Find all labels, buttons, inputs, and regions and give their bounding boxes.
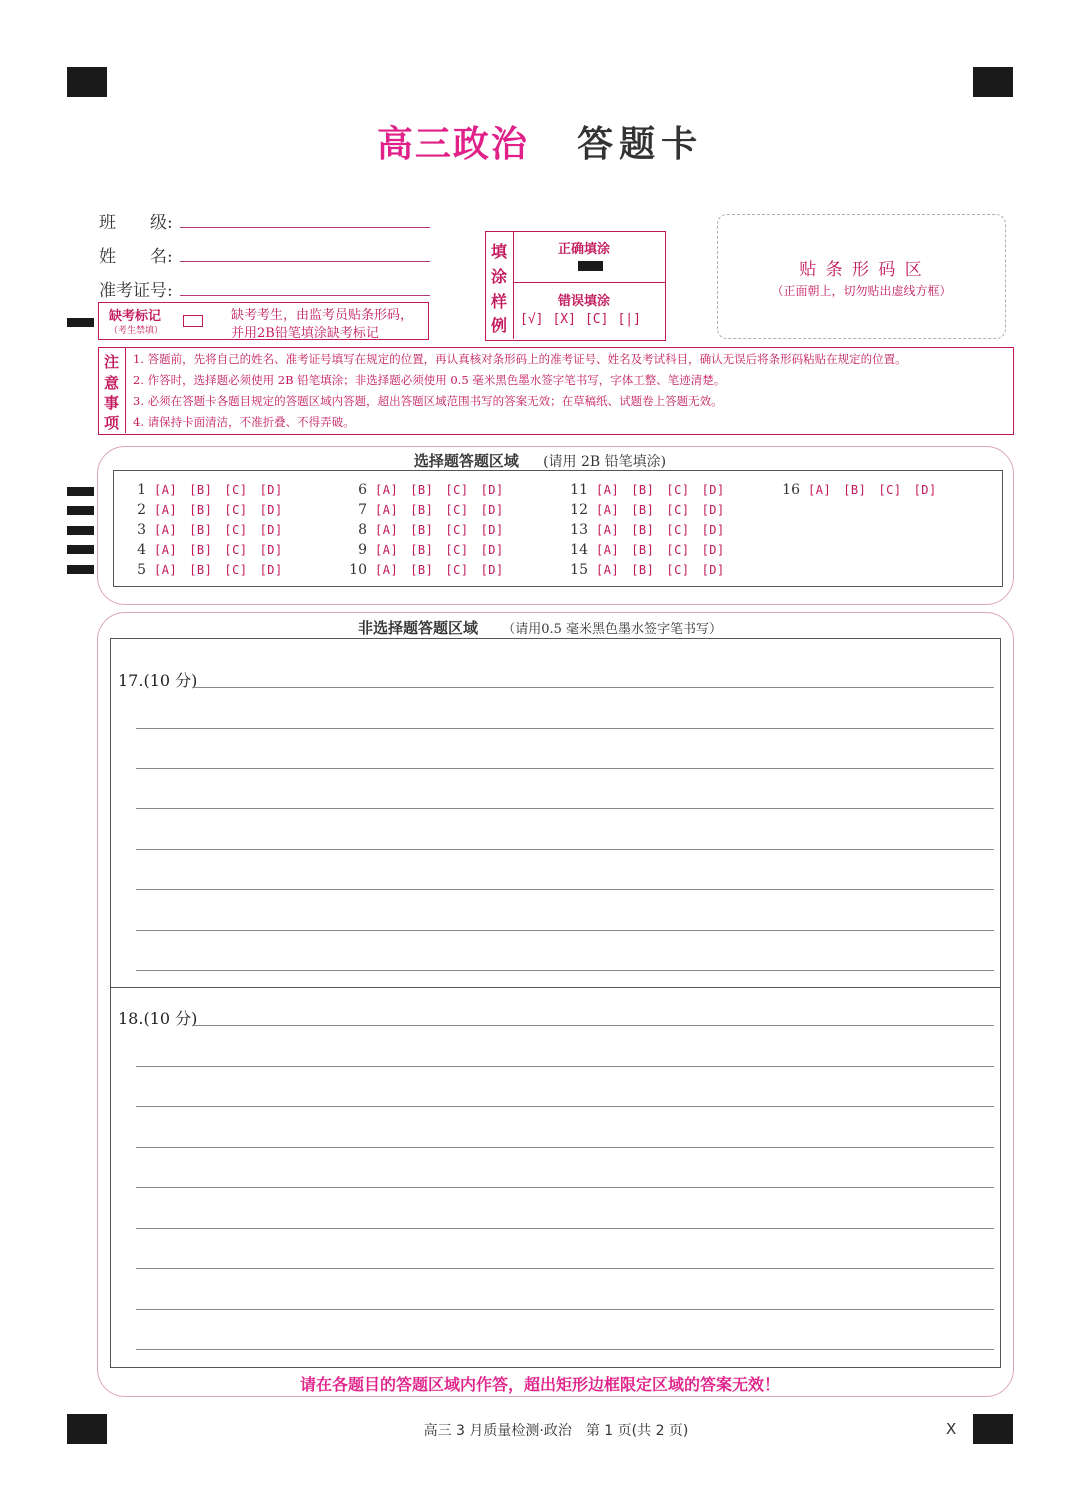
absent-mark-title: 缺考标记: [109, 309, 162, 324]
absent-mark-note: （考生禁填）: [109, 326, 164, 336]
question-number: 1: [137, 482, 146, 498]
answer-bubble-b[interactable]: [B]: [189, 563, 213, 577]
timing-mark: [67, 506, 94, 515]
absent-mark-checkbox[interactable]: [183, 315, 203, 327]
answer-bubble-a[interactable]: [A]: [154, 503, 178, 517]
answer-bubble-a[interactable]: [A]: [596, 503, 620, 517]
answer-bubble-d[interactable]: [D]: [259, 523, 283, 537]
wrong-sample-check: [√]: [520, 312, 544, 327]
correct-fill-sample: [578, 261, 603, 271]
absent-mark-desc-2: 并用2B铅笔填涂缺考标记: [231, 326, 379, 341]
fill-example-divider-v: [513, 232, 514, 339]
class-field[interactable]: [180, 227, 430, 228]
answer-bubble-c[interactable]: [C]: [666, 543, 690, 557]
answer-bubble-a[interactable]: [A]: [596, 563, 620, 577]
question-number: 12: [570, 502, 588, 518]
choice-question-row: [560, 560, 725, 580]
answer-bubble-d[interactable]: [D]: [701, 543, 725, 557]
notice-side-1: 注: [104, 353, 120, 371]
answer-bubble-a[interactable]: [A]: [154, 483, 178, 497]
answer-bubble-d[interactable]: [D]: [701, 563, 725, 577]
question-number: 7: [358, 502, 367, 518]
notice-item-1: 1. 答题前，先将自己的姓名、准考证号填写在规定的位置，再认真核对条形码上的准考证号、姓名及考试科目，确认无误后将条形码粘贴在规定的位置。: [133, 352, 907, 366]
notice-list: [133, 349, 907, 433]
fill-example-side-3: 样: [491, 292, 508, 311]
answer-line[interactable]: [136, 728, 994, 729]
answer-bubble-b[interactable]: [B]: [631, 503, 655, 517]
fill-example-side-4: 例: [491, 316, 508, 335]
timing-mark: [67, 565, 94, 574]
answer-bubble-c[interactable]: [C]: [445, 543, 469, 557]
name-label: 姓 名:: [99, 247, 173, 267]
answer-bubble-c[interactable]: [C]: [445, 483, 469, 497]
answer-line[interactable]: [136, 1106, 994, 1107]
essay-section-header: [0, 617, 1080, 638]
title-card: 答题卡: [577, 124, 704, 165]
footer-mark: X: [946, 1420, 957, 1438]
exam-id-label: 准考证号:: [99, 281, 173, 301]
choice-question-row: [339, 500, 504, 520]
answer-line[interactable]: [136, 1066, 994, 1067]
answer-bubble-b[interactable]: [B]: [189, 543, 213, 557]
choice-section-header: [0, 450, 1080, 471]
answer-bubble-a[interactable]: [A]: [375, 543, 399, 557]
answer-bubble-b[interactable]: [B]: [631, 563, 655, 577]
answer-bubble-a[interactable]: [A]: [154, 543, 178, 557]
timing-mark: [67, 318, 94, 327]
answer-bubble-c[interactable]: [C]: [666, 563, 690, 577]
timing-mark: [67, 526, 94, 535]
answer-bubble-b[interactable]: [B]: [410, 563, 434, 577]
choice-question-row: [560, 480, 725, 500]
answer-bubble-a[interactable]: [A]: [808, 483, 832, 497]
choice-question-row: [339, 560, 504, 580]
answer-bubble-a[interactable]: [A]: [154, 523, 178, 537]
notice-item-4: 4. 请保持卡面清洁，不准折叠、不得弄破。: [133, 415, 355, 429]
answer-bubble-d[interactable]: [D]: [259, 503, 283, 517]
answer-line[interactable]: [136, 970, 994, 971]
answer-bubble-c[interactable]: [C]: [666, 503, 690, 517]
choice-question-row: [560, 500, 725, 520]
absent-mark-box: [98, 302, 429, 340]
answer-bubble-c[interactable]: [C]: [445, 503, 469, 517]
fill-example-side-1: 填: [491, 242, 508, 261]
answer-bubble-b[interactable]: [B]: [410, 543, 434, 557]
choice-question-row: [339, 480, 504, 500]
answer-bubble-b[interactable]: [B]: [189, 523, 213, 537]
answer-bubble-c[interactable]: [C]: [878, 483, 902, 497]
name-field[interactable]: [180, 261, 430, 262]
answer-bubble-c[interactable]: [C]: [224, 563, 248, 577]
answer-bubble-b[interactable]: [B]: [410, 503, 434, 517]
notice-item-3: 3. 必须在答题卡各题目规定的答题区域内答题，超出答题区域范围书写的答案无效；在草稿纸、试题卷上答题无效。: [133, 394, 723, 408]
absent-mark-desc-1: 缺考考生，由监考员贴条形码，: [231, 308, 414, 323]
answer-bubble-d[interactable]: [D]: [259, 563, 283, 577]
answer-bubble-b[interactable]: [B]: [410, 523, 434, 537]
answer-bubble-d[interactable]: [D]: [259, 543, 283, 557]
class-label: 班 级:: [99, 213, 173, 233]
q18-line[interactable]: [192, 1025, 994, 1026]
answer-line[interactable]: [136, 1309, 994, 1310]
wrong-sample-line: [|]: [617, 312, 641, 327]
q18-label: 18.(10 分): [118, 1009, 198, 1028]
choice-question-row: [560, 540, 725, 560]
question-number: 16: [782, 482, 800, 498]
answer-bubble-c[interactable]: [C]: [224, 503, 248, 517]
answer-bubble-a[interactable]: [A]: [375, 503, 399, 517]
wrong-sample-circle: [C]: [584, 312, 609, 327]
answer-bubble-c[interactable]: [C]: [666, 523, 690, 537]
choice-question-row: [118, 480, 283, 500]
answer-bubble-c[interactable]: [C]: [445, 523, 469, 537]
q17-line[interactable]: [192, 687, 994, 688]
choice-question-row: [118, 500, 283, 520]
corner-marker-top-left: [67, 67, 107, 97]
timing-mark: [67, 545, 94, 554]
choice-question-row: [118, 520, 283, 540]
barcode-subtitle: （正面朝上，切勿贴出虚线方框）: [771, 284, 952, 298]
choice-section-title: 选择题答题区域: [413, 452, 519, 470]
essay-section-title: 非选择题答题区域: [357, 619, 478, 637]
question-number: 14: [570, 542, 588, 558]
answer-bubble-b[interactable]: [B]: [189, 503, 213, 517]
answer-bubble-b[interactable]: [B]: [631, 483, 655, 497]
answer-line[interactable]: [136, 768, 994, 769]
fill-example-box: [485, 231, 666, 341]
answer-bubble-d[interactable]: [D]: [480, 563, 504, 577]
page-title: [0, 116, 1080, 167]
answer-bubble-a[interactable]: [A]: [596, 483, 620, 497]
answer-bubble-a[interactable]: [A]: [154, 563, 178, 577]
answer-line[interactable]: [136, 930, 994, 931]
notice-side-2: 意: [104, 374, 120, 392]
question-number: 11: [570, 482, 588, 498]
answer-line[interactable]: [136, 889, 994, 890]
wrong-sample-cross: [X]: [552, 312, 576, 327]
answer-line[interactable]: [136, 1228, 994, 1229]
answer-bubble-d[interactable]: [D]: [701, 503, 725, 517]
essay-answer-box: [110, 638, 1001, 1368]
fill-example-side-2: 涂: [491, 267, 508, 286]
answer-bubble-c[interactable]: [C]: [666, 483, 690, 497]
answer-bubble-b[interactable]: [B]: [631, 543, 655, 557]
footer-text: 高三 3 月质量检测·政治 第 1 页(共 2 页): [423, 1423, 689, 1439]
answer-bubble-d[interactable]: [D]: [480, 523, 504, 537]
essay-warning: 请在各题目的答题区域内作答，超出矩形边框限定区域的答案无效！: [299, 1375, 780, 1394]
answer-bubble-c[interactable]: [C]: [224, 523, 248, 537]
answer-bubble-d[interactable]: [D]: [259, 483, 283, 497]
answer-bubble-d[interactable]: [D]: [701, 483, 725, 497]
answer-bubble-b[interactable]: [B]: [410, 483, 434, 497]
choice-section-hint: (请用 2B 铅笔填涂): [543, 454, 667, 470]
question-number: 13: [570, 522, 588, 538]
answer-line[interactable]: [136, 1187, 994, 1188]
title-subject: 高三政治: [376, 124, 529, 165]
answer-bubble-b[interactable]: [B]: [189, 483, 213, 497]
question-number: 5: [137, 562, 146, 578]
correct-fill-label: 正确填涂: [558, 242, 611, 257]
answer-line[interactable]: [136, 1147, 994, 1148]
notice-divider: [125, 348, 126, 433]
essay-q-divider: [110, 987, 1001, 988]
timing-mark: [67, 487, 94, 496]
answer-bubble-c[interactable]: [C]: [224, 483, 248, 497]
barcode-title: 贴 条 形 码 区: [799, 260, 924, 280]
answer-bubble-d[interactable]: [D]: [480, 483, 504, 497]
question-number: 4: [137, 542, 146, 558]
notice-side-3: 事: [104, 394, 120, 412]
question-number: 15: [570, 562, 588, 578]
question-number: 10: [349, 562, 367, 578]
notice-item-2: 2. 作答时，选择题必须使用 2B 铅笔填涂；非选择题必须使用 0.5 毫米黑色墨水签字笔书写，字体工整、笔迹清楚。: [133, 373, 726, 387]
answer-bubble-a[interactable]: [A]: [596, 543, 620, 557]
choice-question-row: [772, 480, 937, 500]
choice-question-row: [339, 520, 504, 540]
answer-bubble-a[interactable]: [A]: [596, 523, 620, 537]
answer-bubble-a[interactable]: [A]: [375, 563, 399, 577]
notice-side-4: 项: [104, 414, 120, 432]
wrong-fill-label: 错误填涂: [558, 294, 611, 309]
answer-line[interactable]: [136, 1349, 994, 1350]
question-number: 6: [358, 482, 367, 498]
notice-box: [98, 347, 1014, 435]
answer-bubble-c[interactable]: [C]: [224, 543, 248, 557]
answer-bubble-b[interactable]: [B]: [631, 523, 655, 537]
answer-bubble-d[interactable]: [D]: [701, 523, 725, 537]
corner-marker-top-right: [973, 67, 1013, 97]
answer-bubble-d[interactable]: [D]: [913, 483, 937, 497]
choice-question-row: [560, 520, 725, 540]
answer-bubble-d[interactable]: [D]: [480, 503, 504, 517]
wrong-fill-samples: [520, 312, 641, 327]
choice-question-row: [118, 540, 283, 560]
question-number: 8: [358, 522, 367, 538]
barcode-area: [717, 214, 1006, 339]
answer-line[interactable]: [136, 1268, 994, 1269]
answer-bubble-d[interactable]: [D]: [480, 543, 504, 557]
answer-bubble-b[interactable]: [B]: [843, 483, 867, 497]
fill-example-divider-h: [513, 282, 665, 283]
question-number: 9: [358, 542, 367, 558]
exam-id-field[interactable]: [180, 295, 430, 296]
answer-bubble-a[interactable]: [A]: [375, 523, 399, 537]
question-number: 3: [137, 522, 146, 538]
answer-line[interactable]: [136, 808, 994, 809]
answer-line[interactable]: [136, 849, 994, 850]
question-number: 2: [137, 502, 146, 518]
choice-question-row: [118, 560, 283, 580]
q17-label: 17.(10 分): [118, 671, 198, 690]
choice-question-row: [339, 540, 504, 560]
answer-bubble-a[interactable]: [A]: [375, 483, 399, 497]
essay-section-hint: （请用0.5 毫米黑色墨水签字笔书写）: [502, 622, 722, 637]
answer-bubble-c[interactable]: [C]: [445, 563, 469, 577]
